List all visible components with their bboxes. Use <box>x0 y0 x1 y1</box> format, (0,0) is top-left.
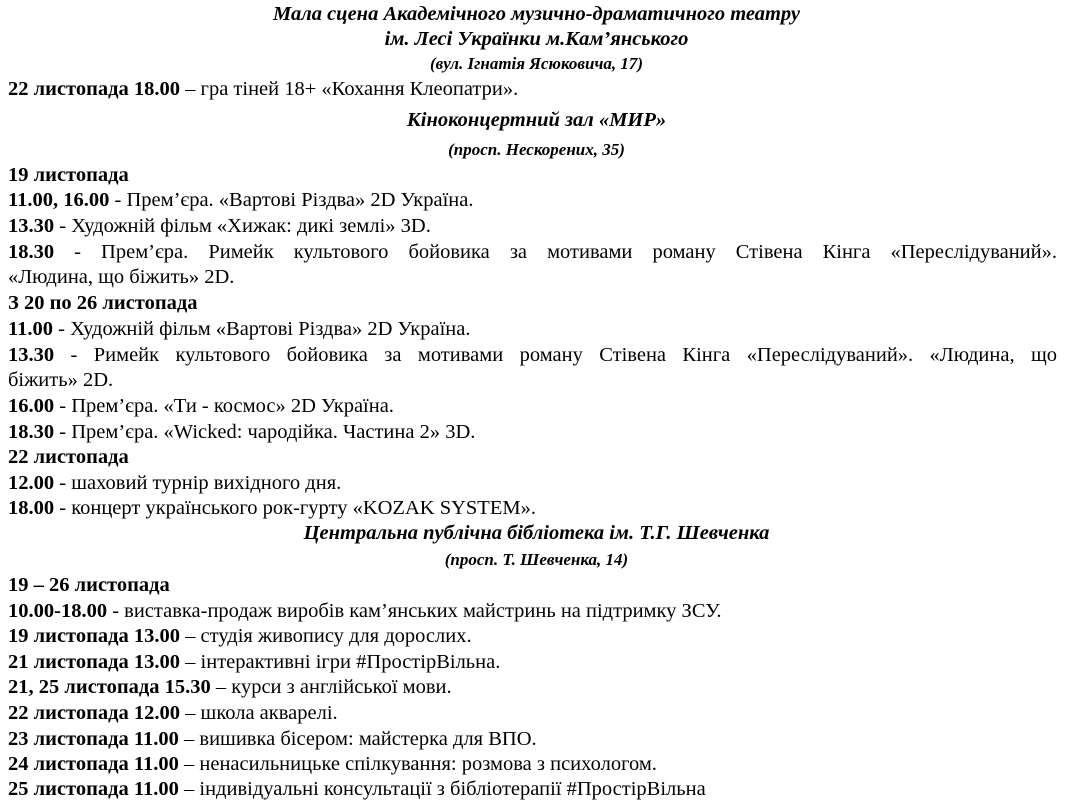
event-text: - Прем’єра. «Wicked: чародійка. Частина 2» 3D. <box>54 421 476 443</box>
event-text: – курси з англійської мови. <box>210 676 452 698</box>
event-line <box>8 623 1057 649</box>
event-line-continuation: біжить» 2D. <box>8 369 114 391</box>
event-time: 21, 25 листопада 15.30 <box>8 676 211 698</box>
event-line <box>8 239 1057 265</box>
event-text: – індивідуальні консультації з бібліотерапії #ПростірВільна <box>178 778 706 800</box>
event-text: - Прем’єра. «Ти - космос» 2D Україна. <box>54 395 394 417</box>
day-label-text: 22 листопада <box>8 446 129 468</box>
venue-address: (просп. Нескорених, 35) <box>448 140 625 159</box>
event-line <box>8 751 1057 777</box>
venue-address: (вул. Ігнатія Ясюковича, 17) <box>429 54 644 73</box>
event-line <box>8 674 1057 700</box>
venue-address: (просп. Т. Шевченка, 14) <box>444 550 629 569</box>
event-text: - Прем’єра. Римейк культового бойовика за мотивами роману Стівена Кінга «Переслідуваний». <box>54 241 1057 263</box>
event-line <box>8 393 1057 419</box>
event-time: 23 листопада 11.00 <box>8 728 179 750</box>
day-label <box>8 444 1057 470</box>
day-label <box>8 290 1057 316</box>
event-line <box>8 726 1057 752</box>
event-line <box>8 419 1057 445</box>
event-line <box>8 316 1057 342</box>
event-text: – гра тіней 18+ «Кохання Клеопатри». <box>180 78 519 100</box>
event-time: 13.30 <box>8 215 55 237</box>
event-line <box>8 342 1057 368</box>
event-text: – ненасильницьке спілкування: розмова з психологом. <box>178 753 657 775</box>
event-line <box>8 700 1057 726</box>
event-text: - виставка-продаж виробів кам’янських майстринь на підтримку ЗСУ. <box>107 600 722 622</box>
event-line <box>8 649 1057 675</box>
event-time: 18.00 <box>8 497 55 519</box>
event-time: 25 листопада 11.00 <box>8 778 179 800</box>
event-line-continuation: «Людина, що біжить» 2D. <box>8 266 235 288</box>
event-text: - Художній фільм «Вартові Різдва» 2D Україна. <box>53 318 471 340</box>
event-text: – вишивка бісером: майстерка для ВПО. <box>178 728 537 750</box>
venue-title: Центральна публічна бібліотека ім. Т.Г. Шевченка <box>303 522 770 544</box>
event-text: – студія живопису для дорослих. <box>180 625 472 647</box>
event-time: 12.00 <box>8 472 55 494</box>
venue-title: Мала сцена Академічного музично-драматичного театру <box>273 3 800 25</box>
event-line <box>8 470 1057 496</box>
event-text: - Римейк культового бойовика за мотивами роману Стівена Кінга «Переслідуваний». «Людина, що <box>54 344 1057 366</box>
event-text: – інтерактивні ігри #ПростірВільна. <box>180 651 501 673</box>
event-time: 11.00, 16.00 <box>8 189 110 211</box>
event-time: 18.30 <box>8 241 55 263</box>
day-label-text: 19 листопада <box>8 164 129 186</box>
event-time: 10.00-18.00 <box>8 600 108 622</box>
event-text: - Художній фільм «Хижак: дикі землі» 3D. <box>54 215 431 237</box>
event-time: 18.30 <box>8 421 55 443</box>
event-time: 21 листопада 13.00 <box>8 651 181 673</box>
event-text: - шаховий турнір вихідного дня. <box>54 472 342 494</box>
event-line <box>8 776 1057 802</box>
event-text: – школа акварелі. <box>180 702 338 724</box>
day-label <box>8 162 1057 188</box>
event-time: 22 листопада 18.00 <box>8 78 181 100</box>
event-line <box>8 187 1057 213</box>
event-text: - Прем’єра. «Вартові Різдва» 2D Україна. <box>109 189 474 211</box>
venue-title-line2: ім. Лесі Українки м.Кам’янського <box>384 28 689 50</box>
day-label <box>8 572 1057 598</box>
event-time: 13.30 <box>8 344 55 366</box>
event-time: 16.00 <box>8 395 55 417</box>
event-time: 11.00 <box>8 318 53 340</box>
day-label-text: 19 – 26 листопада <box>8 574 170 596</box>
event-text: - концерт українського рок-гурту «KOZAK SYSTEM». <box>54 497 536 519</box>
venue-title: Кіноконцертний зал «МИР» <box>406 109 667 131</box>
event-time: 24 листопада 11.00 <box>8 753 179 775</box>
event-time: 19 листопада 13.00 <box>8 625 181 647</box>
event-line <box>8 76 1057 102</box>
event-line <box>8 213 1057 239</box>
event-time: 22 листопада 12.00 <box>8 702 181 724</box>
day-label-text: З 20 по 26 листопада <box>8 292 198 314</box>
event-line <box>8 598 1057 624</box>
event-line <box>8 495 1057 521</box>
